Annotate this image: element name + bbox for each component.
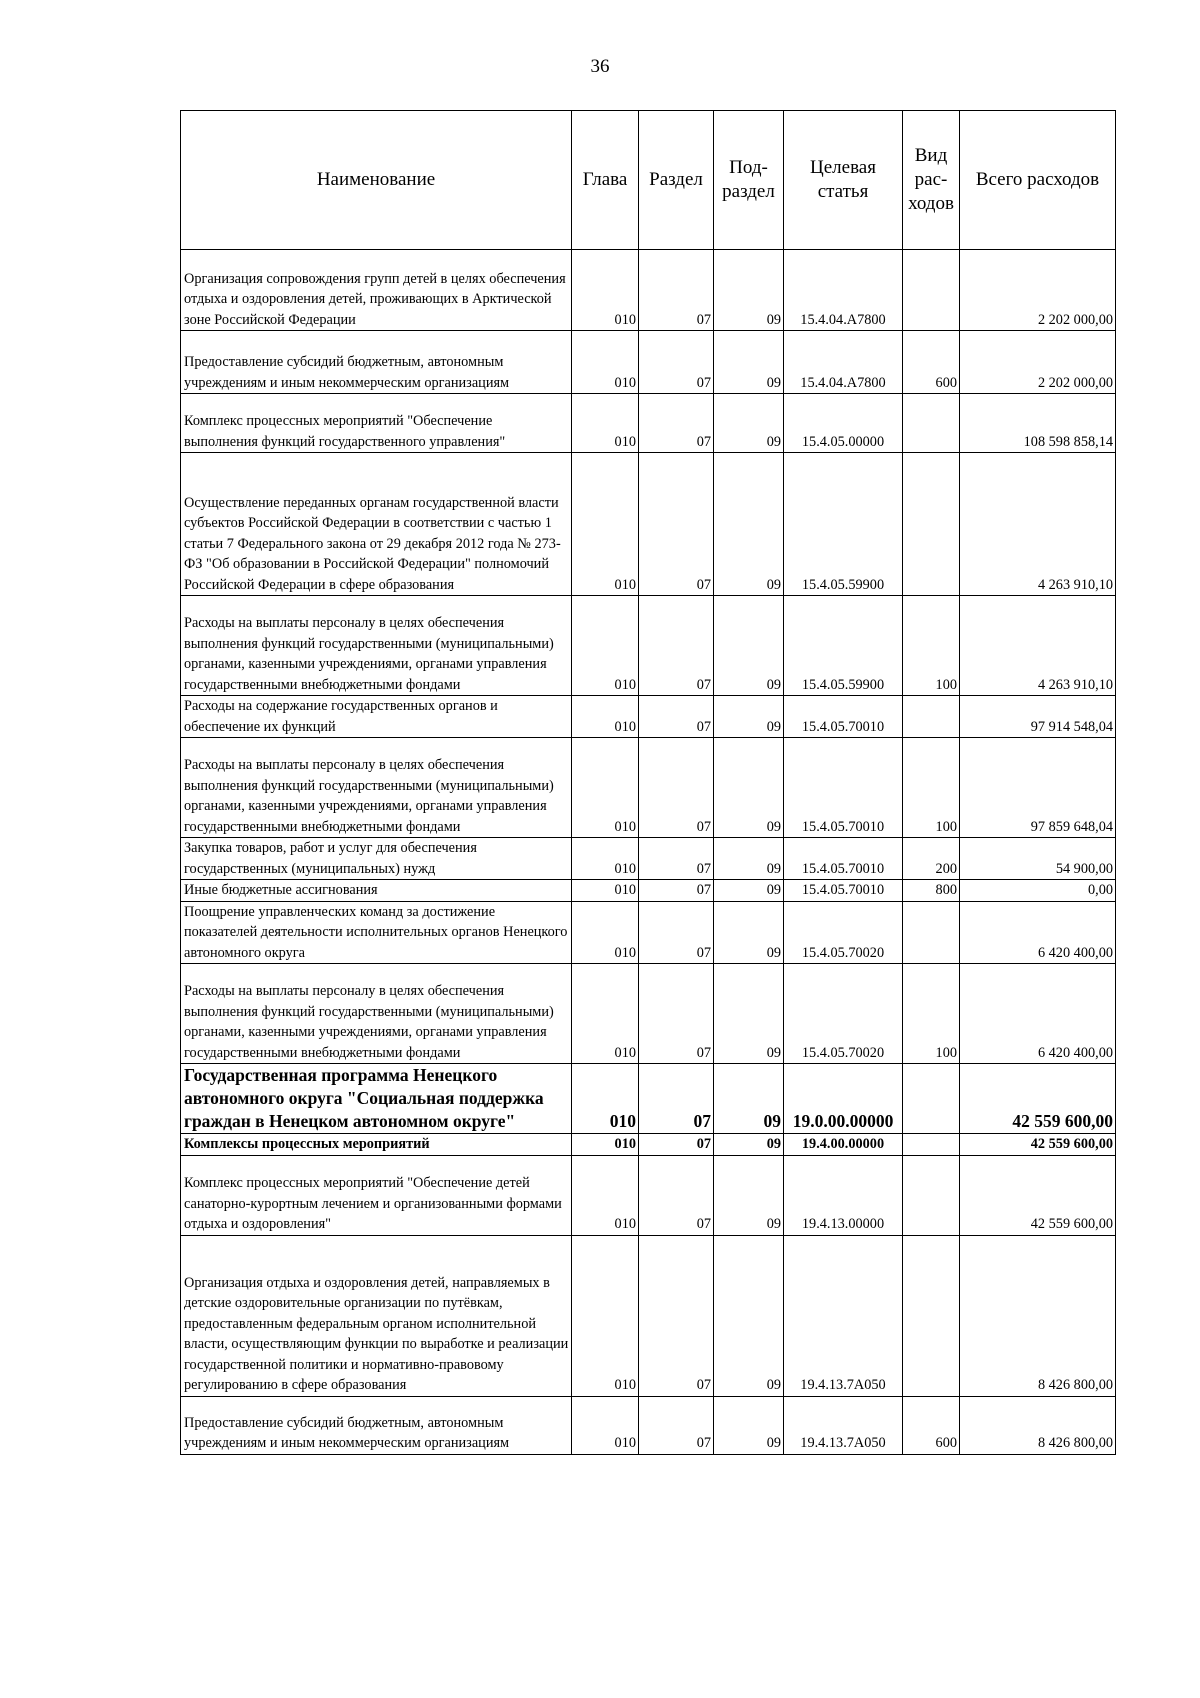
- table-row: [181, 880, 1116, 902]
- cell-glava: 010: [572, 1396, 639, 1454]
- cell-razdel: 07: [639, 250, 714, 331]
- cell-razdel: 07: [639, 453, 714, 596]
- table-row: [181, 453, 1116, 596]
- cell-glava: 010: [572, 394, 639, 453]
- cell-total: 42 559 600,00: [960, 1155, 1116, 1235]
- cell-total: 4 263 910,10: [960, 596, 1116, 696]
- cell-name: Расходы на содержание государственных органов и обеспечение их функций: [181, 696, 572, 738]
- cell-vid: [903, 696, 960, 738]
- cell-vid: [903, 453, 960, 596]
- cell-name: Расходы на выплаты персоналу в целях обеспечения выполнения функций государственными (муниципальными) органами, казенными учреждениями, органами управления государственными внебюджетными фондами: [181, 964, 572, 1064]
- cell-vid: 600: [903, 331, 960, 394]
- table-row: [181, 964, 1116, 1064]
- cell-razdel: 07: [639, 880, 714, 902]
- cell-name: Комплекс процессных мероприятий "Обеспечение детей санаторно-курортным лечением и организованными формами отдыха и оздоровления": [181, 1155, 572, 1235]
- cell-glava: 010: [572, 1235, 639, 1396]
- cell-total: 8 426 800,00: [960, 1396, 1116, 1454]
- cell-podrazdel: 09: [714, 331, 784, 394]
- cell-vid: [903, 901, 960, 964]
- cell-vid: [903, 1235, 960, 1396]
- header-name: Наименование: [181, 111, 572, 250]
- cell-tselevaya: 15.4.05.59900: [784, 596, 903, 696]
- cell-glava: 010: [572, 331, 639, 394]
- cell-tselevaya: 15.4.05.70010: [784, 838, 903, 880]
- cell-podrazdel: 09: [714, 1155, 784, 1235]
- cell-razdel: 07: [639, 696, 714, 738]
- cell-total: 6 420 400,00: [960, 901, 1116, 964]
- table-row: [181, 1155, 1116, 1235]
- cell-total: 97 859 648,04: [960, 738, 1116, 838]
- budget-table: [180, 110, 1116, 1455]
- cell-podrazdel: 09: [714, 250, 784, 331]
- cell-glava: 010: [572, 1064, 639, 1134]
- cell-name: Осуществление переданных органам государственной власти субъектов Российской Федерации в соответствии с частью 1 статьи 7 Федерального закона от 29 декабря 2012 года № 273-ФЗ "Об образовании в Российской Федерации" полномочий Российской Федерации в сфере образования: [181, 453, 572, 596]
- cell-total: 108 598 858,14: [960, 394, 1116, 453]
- cell-tselevaya: 15.4.05.70010: [784, 880, 903, 902]
- cell-glava: 010: [572, 1155, 639, 1235]
- cell-total: 54 900,00: [960, 838, 1116, 880]
- cell-podrazdel: 09: [714, 1235, 784, 1396]
- cell-tselevaya: 19.0.00.00000: [784, 1064, 903, 1134]
- cell-podrazdel: 09: [714, 1134, 784, 1156]
- cell-total: 0,00: [960, 880, 1116, 902]
- cell-tselevaya: 19.4.13.7А050: [784, 1396, 903, 1454]
- table-row: [181, 1396, 1116, 1454]
- cell-total: 4 263 910,10: [960, 453, 1116, 596]
- cell-tselevaya: 15.4.05.70020: [784, 964, 903, 1064]
- cell-vid: [903, 1155, 960, 1235]
- cell-total: 2 202 000,00: [960, 331, 1116, 394]
- cell-name: Расходы на выплаты персоналу в целях обеспечения выполнения функций государственными (муниципальными) органами, казенными учреждениями, органами управления государственными внебюджетными фондами: [181, 596, 572, 696]
- header-razdel: Раздел: [639, 111, 714, 250]
- cell-total: 6 420 400,00: [960, 964, 1116, 1064]
- cell-razdel: 07: [639, 838, 714, 880]
- cell-razdel: 07: [639, 738, 714, 838]
- cell-vid: [903, 1064, 960, 1134]
- cell-total: 2 202 000,00: [960, 250, 1116, 331]
- table-row: [181, 1064, 1116, 1134]
- cell-tselevaya: 15.4.05.00000: [784, 394, 903, 453]
- cell-name: Комплекс процессных мероприятий "Обеспечение выполнения функций государственного управления": [181, 394, 572, 453]
- cell-total: 42 559 600,00: [960, 1134, 1116, 1156]
- cell-razdel: 07: [639, 331, 714, 394]
- cell-tselevaya: 19.4.13.00000: [784, 1155, 903, 1235]
- cell-razdel: 07: [639, 596, 714, 696]
- cell-glava: 010: [572, 696, 639, 738]
- table-header-row: [181, 111, 1116, 250]
- cell-podrazdel: 09: [714, 596, 784, 696]
- cell-name: Поощрение управленческих команд за достижение показателей деятельности исполнительных органов Ненецкого автономного округа: [181, 901, 572, 964]
- cell-podrazdel: 09: [714, 696, 784, 738]
- cell-tselevaya: 15.4.05.70010: [784, 696, 903, 738]
- table-row: [181, 596, 1116, 696]
- cell-razdel: 07: [639, 394, 714, 453]
- header-total: Всего расходов: [960, 111, 1116, 250]
- table-row: [181, 394, 1116, 453]
- cell-tselevaya: 15.4.05.70020: [784, 901, 903, 964]
- cell-razdel: 07: [639, 1235, 714, 1396]
- header-podrazdel: Под-раздел: [714, 111, 784, 250]
- cell-podrazdel: 09: [714, 738, 784, 838]
- cell-podrazdel: 09: [714, 901, 784, 964]
- cell-name: Закупка товаров, работ и услуг для обеспечения государственных (муниципальных) нужд: [181, 838, 572, 880]
- cell-vid: 100: [903, 596, 960, 696]
- cell-tselevaya: 15.4.05.70010: [784, 738, 903, 838]
- cell-glava: 010: [572, 738, 639, 838]
- cell-name: Предоставление субсидий бюджетным, автономным учреждениям и иным некоммерческим организациям: [181, 331, 572, 394]
- cell-vid: 100: [903, 738, 960, 838]
- cell-podrazdel: 09: [714, 880, 784, 902]
- cell-vid: 100: [903, 964, 960, 1064]
- cell-tselevaya: 15.4.04.А7800: [784, 250, 903, 331]
- cell-tselevaya: 19.4.13.7А050: [784, 1235, 903, 1396]
- cell-podrazdel: 09: [714, 838, 784, 880]
- cell-vid: [903, 250, 960, 331]
- cell-name: Предоставление субсидий бюджетным, автономным учреждениям и иным некоммерческим организациям: [181, 1396, 572, 1454]
- cell-vid: [903, 394, 960, 453]
- cell-glava: 010: [572, 596, 639, 696]
- header-tselevaya: Целевая статья: [784, 111, 903, 250]
- cell-tselevaya: 15.4.04.А7800: [784, 331, 903, 394]
- cell-tselevaya: 15.4.05.59900: [784, 453, 903, 596]
- cell-razdel: 07: [639, 901, 714, 964]
- table-row: [181, 838, 1116, 880]
- table-row: [181, 331, 1116, 394]
- header-vid: Вид рас-ходов: [903, 111, 960, 250]
- table-row: [181, 901, 1116, 964]
- table-row: [181, 250, 1116, 331]
- cell-razdel: 07: [639, 1155, 714, 1235]
- cell-total: 42 559 600,00: [960, 1064, 1116, 1134]
- cell-glava: 010: [572, 453, 639, 596]
- cell-tselevaya: 19.4.00.00000: [784, 1134, 903, 1156]
- table-row: [181, 1134, 1116, 1156]
- cell-vid: [903, 1134, 960, 1156]
- table-row: [181, 696, 1116, 738]
- cell-vid: 200: [903, 838, 960, 880]
- cell-name: Государственная программа Ненецкого автономного округа "Социальная поддержка граждан в Ненецком автономном округе": [181, 1064, 572, 1134]
- cell-razdel: 07: [639, 964, 714, 1064]
- cell-vid: 600: [903, 1396, 960, 1454]
- cell-podrazdel: 09: [714, 964, 784, 1064]
- cell-total: 8 426 800,00: [960, 1235, 1116, 1396]
- cell-glava: 010: [572, 250, 639, 331]
- cell-podrazdel: 09: [714, 453, 784, 596]
- cell-name: Комплексы процессных мероприятий: [181, 1134, 572, 1156]
- cell-name: Иные бюджетные ассигнования: [181, 880, 572, 902]
- cell-razdel: 07: [639, 1064, 714, 1134]
- page-number: 36: [590, 56, 610, 77]
- cell-name: Организация отдыха и оздоровления детей, направляемых в детские оздоровительные организации по путёвкам, предоставленным федеральным органом исполнительной власти, осуществляющим функции по выработке и реализации государственной политики и нормативно-правовому регулированию в сфере образования: [181, 1235, 572, 1396]
- cell-name: Расходы на выплаты персоналу в целях обеспечения выполнения функций государственными (муниципальными) органами, казенными учреждениями, органами управления государственными внебюджетными фондами: [181, 738, 572, 838]
- cell-vid: 800: [903, 880, 960, 902]
- cell-glava: 010: [572, 880, 639, 902]
- cell-razdel: 07: [639, 1134, 714, 1156]
- cell-podrazdel: 09: [714, 1396, 784, 1454]
- table-body: [181, 250, 1116, 1455]
- cell-name: Организация сопровождения групп детей в целях обеспечения отдыха и оздоровления детей, проживающих в Арктической зоне Российской Федерации: [181, 250, 572, 331]
- table-row: [181, 1235, 1116, 1396]
- cell-podrazdel: 09: [714, 1064, 784, 1134]
- table-row: [181, 738, 1116, 838]
- cell-glava: 010: [572, 964, 639, 1064]
- cell-glava: 010: [572, 838, 639, 880]
- cell-glava: 010: [572, 901, 639, 964]
- cell-glava: 010: [572, 1134, 639, 1156]
- header-glava: Глава: [572, 111, 639, 250]
- cell-total: 97 914 548,04: [960, 696, 1116, 738]
- cell-podrazdel: 09: [714, 394, 784, 453]
- cell-razdel: 07: [639, 1396, 714, 1454]
